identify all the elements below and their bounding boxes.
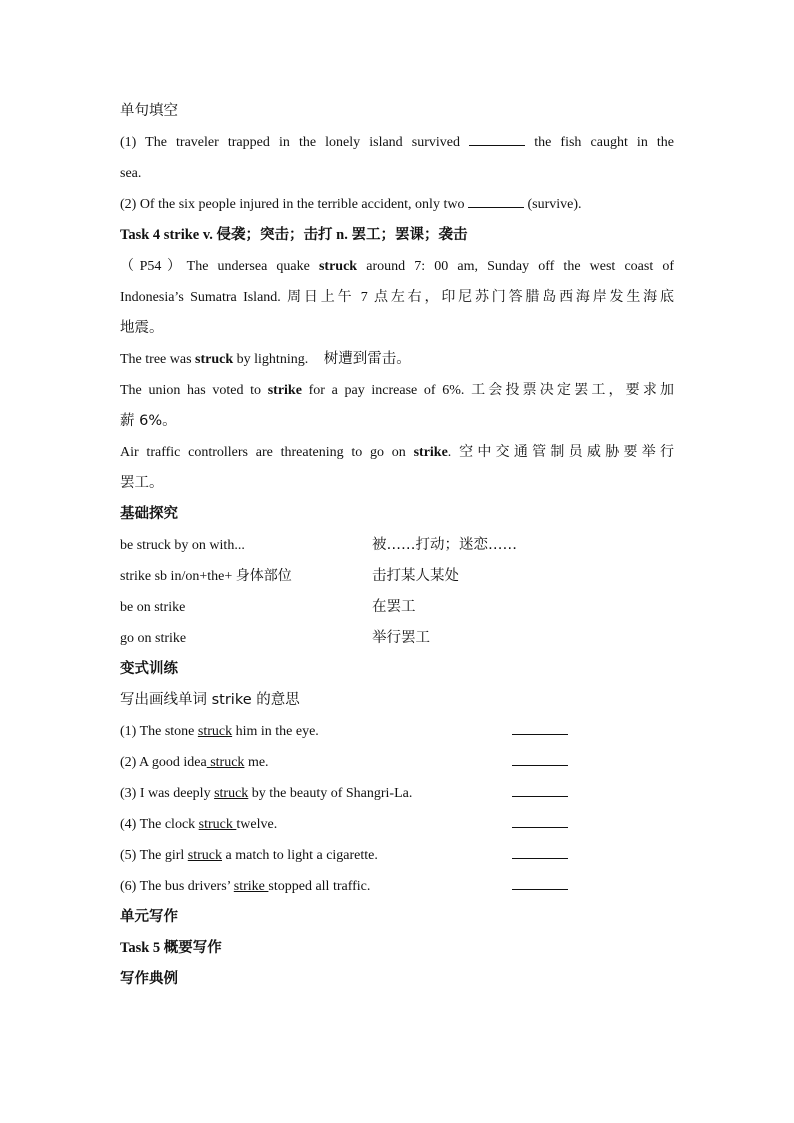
practice-item-4-word: struck	[198, 817, 237, 832]
practice-instruction: 写出画线单词 strike 的意思	[120, 692, 300, 708]
task4-example-3	[120, 375, 674, 406]
practice-title: 变式训练	[120, 661, 178, 677]
practice-item-6	[120, 871, 674, 902]
q1-text-a: (1) The traveler trapped in the lonely island survived	[120, 135, 460, 150]
task5-title: Task 5 概要写作	[120, 940, 222, 956]
ex1-post: around 7: 00 am, Sunday off the west coast of	[366, 259, 674, 274]
q2-answer-blank[interactable]	[468, 192, 524, 208]
writing-example-title: 写作典例	[120, 971, 178, 987]
task4-example-1	[120, 251, 674, 282]
task4-title: Task 4 strike v. 侵袭；突击；击打 n. 罢工；罢课；袭击	[120, 227, 468, 243]
task4-example-4	[120, 437, 674, 468]
practice-item-1	[120, 716, 674, 747]
practice-item-3	[120, 778, 674, 809]
ex1-pre: （P54）The undersea quake	[120, 259, 310, 274]
practice-item-4-answer-blank[interactable]	[512, 809, 568, 828]
ex4-line-2: 罢工。	[120, 475, 164, 491]
ex1-keyword: struck	[318, 259, 358, 274]
basics-row-3-cn: 在罢工	[372, 599, 416, 615]
practice-item-3-pre: (3) I was deeply	[120, 786, 215, 801]
ex2-pre: The tree was	[120, 352, 192, 367]
practice-item-5-word: struck	[187, 848, 222, 863]
task4-example-2	[120, 344, 674, 375]
q1-answer-blank[interactable]	[469, 130, 525, 146]
ex3-post: for a pay increase of 6%. 工会投票决定罢工，要求加	[308, 383, 674, 398]
basics-row-4	[120, 623, 674, 654]
basics-row-3	[120, 592, 674, 623]
practice-item-3-answer-blank[interactable]	[512, 778, 568, 797]
q2-text-a: (2) Of the six people injured in the terrible accident, only two	[120, 197, 465, 212]
basics-row-2-en: strike sb in/on+the+ 身体部位	[120, 569, 292, 584]
ex1-line-2: Indonesia’s Sumatra Island. 周日上午 7 点左右，印尼苏门答腊岛西海岸发生海底	[120, 290, 674, 305]
practice-item-5	[120, 840, 674, 871]
practice-item-2-answer-blank[interactable]	[512, 747, 568, 766]
practice-item-6-answer-blank[interactable]	[512, 871, 568, 890]
ex3-pre: The union has voted to	[120, 383, 262, 398]
ex2-cn: 树遭到雷击。	[323, 351, 411, 367]
q2-text-b: (survive).	[527, 197, 582, 212]
ex3-line-2: 薪 6%。	[120, 413, 177, 429]
writing-title: 单元写作	[120, 909, 178, 925]
basics-row-2-cn: 击打某人某处	[372, 568, 459, 584]
practice-item-4-pre: (4) The clock	[120, 817, 199, 832]
q1-text-c: sea.	[120, 166, 142, 181]
practice-item-5-pre: (5) The girl	[120, 848, 188, 863]
ex2-keyword: struck	[195, 352, 234, 367]
practice-item-5-post: a match to light a cigarette.	[222, 848, 378, 863]
practice-item-1-post: him in the eye.	[232, 724, 319, 739]
practice-item-6-word: strike	[233, 879, 269, 894]
ex3-keyword: strike	[267, 383, 302, 398]
basics-row-4-cn: 举行罢工	[372, 630, 430, 646]
fill-question-2	[120, 189, 674, 220]
fill-question-1	[120, 127, 674, 158]
ex4-post: . 空中交通管制员威胁要举行	[447, 445, 674, 460]
basics-row-1-en: be struck by on with...	[120, 538, 245, 553]
practice-item-6-pre: (6) The bus drivers’	[120, 879, 234, 894]
basics-row-3-en: be on strike	[120, 600, 186, 615]
practice-item-1-word: struck	[197, 724, 233, 739]
document-page	[120, 96, 674, 995]
basics-title: 基础探究	[120, 506, 178, 522]
practice-item-2-post: me.	[244, 755, 269, 770]
ex1-line-3: 地震。	[120, 320, 164, 336]
section-title-fill-blanks: 单句填空	[120, 103, 178, 119]
basics-row-4-en: go on strike	[120, 631, 187, 646]
practice-item-3-word: struck	[214, 786, 249, 801]
basics-row-1	[120, 530, 674, 561]
practice-item-1-answer-blank[interactable]	[512, 716, 568, 735]
practice-item-6-post: stopped all traffic.	[268, 879, 371, 894]
practice-item-2	[120, 747, 674, 778]
practice-item-4-post: twelve.	[236, 817, 278, 832]
practice-item-5-answer-blank[interactable]	[512, 840, 568, 859]
basics-row-1-cn: 被……打动；迷恋……	[372, 537, 517, 553]
ex2-post: by lightning.	[236, 352, 309, 367]
practice-item-2-pre: (2) A good idea	[120, 755, 207, 770]
ex4-keyword: strike	[413, 445, 448, 460]
practice-item-3-post: by the beauty of Shangri-La.	[248, 786, 413, 801]
basics-row-2	[120, 561, 674, 592]
practice-item-4	[120, 809, 674, 840]
ex4-pre: Air traffic controllers are threatening to go on	[120, 445, 406, 460]
q1-text-b: the fish caught in the	[534, 135, 674, 150]
practice-item-1-pre: (1) The stone	[120, 724, 198, 739]
practice-item-2-word: struck	[206, 755, 245, 770]
